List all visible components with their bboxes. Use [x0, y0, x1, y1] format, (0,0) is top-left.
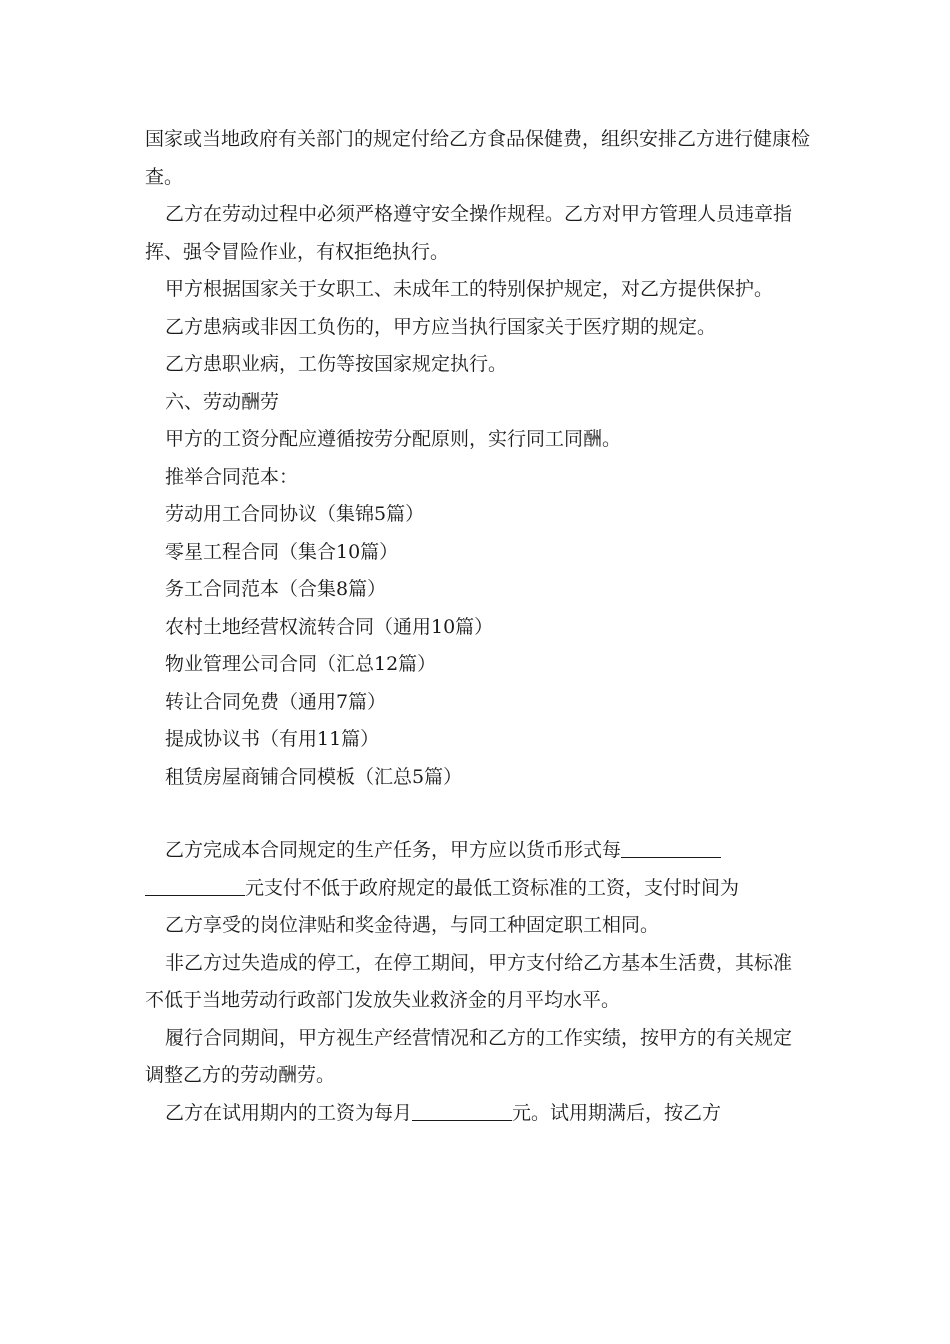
document-body [145, 121, 810, 1132]
wage-text-part2: 元支付不低于政府规定的最低工资标准的工资，支付时间为 [245, 876, 740, 899]
paragraph-safety: 乙方在劳动过程中必须严格遵守安全操作规程。乙方对甲方管理人员违章指挥、强令冒险作业，有权拒绝执行。 [145, 203, 793, 263]
probation-text-part2: 元。试用期满后，按乙方 [512, 1101, 722, 1124]
wage-amount-blank-1[interactable] [621, 837, 721, 858]
paragraph-probation-wage [145, 1095, 810, 1133]
paragraph-medical-period: 乙方患病或非因工负伤的，甲方应当执行国家关于医疗期的规定。 [165, 315, 717, 338]
wage-amount-blank-2[interactable] [145, 875, 245, 896]
recommend-link-3[interactable]: 务工合同范本（合集8篇） [165, 578, 387, 600]
paragraph-allowance: 乙方享受的岗位津贴和奖金待遇，与同工种固定职工相同。 [165, 914, 660, 936]
paragraph-special-protection: 甲方根据国家关于女职工、未成年工的特别保护规定，对乙方提供保护。 [165, 278, 774, 300]
recommend-link-7[interactable]: 提成协议书（有用11篇） [165, 728, 380, 750]
recommend-link-8[interactable]: 租赁房屋商铺合同模板（汇总5篇） [165, 765, 463, 788]
recommend-heading: 推举合同范本： [165, 465, 299, 488]
paragraph-occupational-disease: 乙方患职业病，工伤等按国家规定执行。 [165, 353, 508, 375]
recommend-link-5[interactable]: 物业管理公司合同（汇总12篇） [165, 653, 437, 675]
wage-text-part1: 乙方完成本合同规定的生产任务，甲方应以货币形式每 [165, 839, 622, 861]
paragraph-wage-principle: 甲方的工资分配应遵循按劳分配原则，实行同工同酬。 [165, 428, 622, 450]
paragraph-work-stoppage: 非乙方过失造成的停工，在停工期间，甲方支付给乙方基本生活费，其标准不低于当地劳动行政部门发放失业救济金的月平均水平。 [145, 951, 793, 1011]
recommend-link-2[interactable]: 零星工程合同（集合10篇） [165, 540, 399, 563]
probation-text-part1: 乙方在试用期内的工资为每月 [165, 1101, 413, 1124]
paragraph-health-check: 国家或当地政府有关部门的规定付给乙方食品保健费，组织安排乙方进行健康检查。 [145, 128, 811, 188]
recommend-link-6[interactable]: 转让合同免费（通用7篇） [165, 690, 387, 713]
paragraph-adjustment: 履行合同期间，甲方视生产经营情况和乙方的工作实绩，按甲方的有关规定调整乙方的劳动酬劳。 [145, 1026, 793, 1086]
section-heading-remuneration: 六、劳动酬劳 [165, 390, 280, 413]
recommend-link-1[interactable]: 劳动用工合同协议（集锦5篇） [165, 503, 425, 525]
paragraph-wage-payment [145, 832, 810, 907]
probation-amount-blank[interactable] [412, 1100, 512, 1121]
recommend-link-4[interactable]: 农村土地经营权流转合同（通用10篇） [165, 615, 494, 638]
blank-spacer [145, 796, 810, 832]
